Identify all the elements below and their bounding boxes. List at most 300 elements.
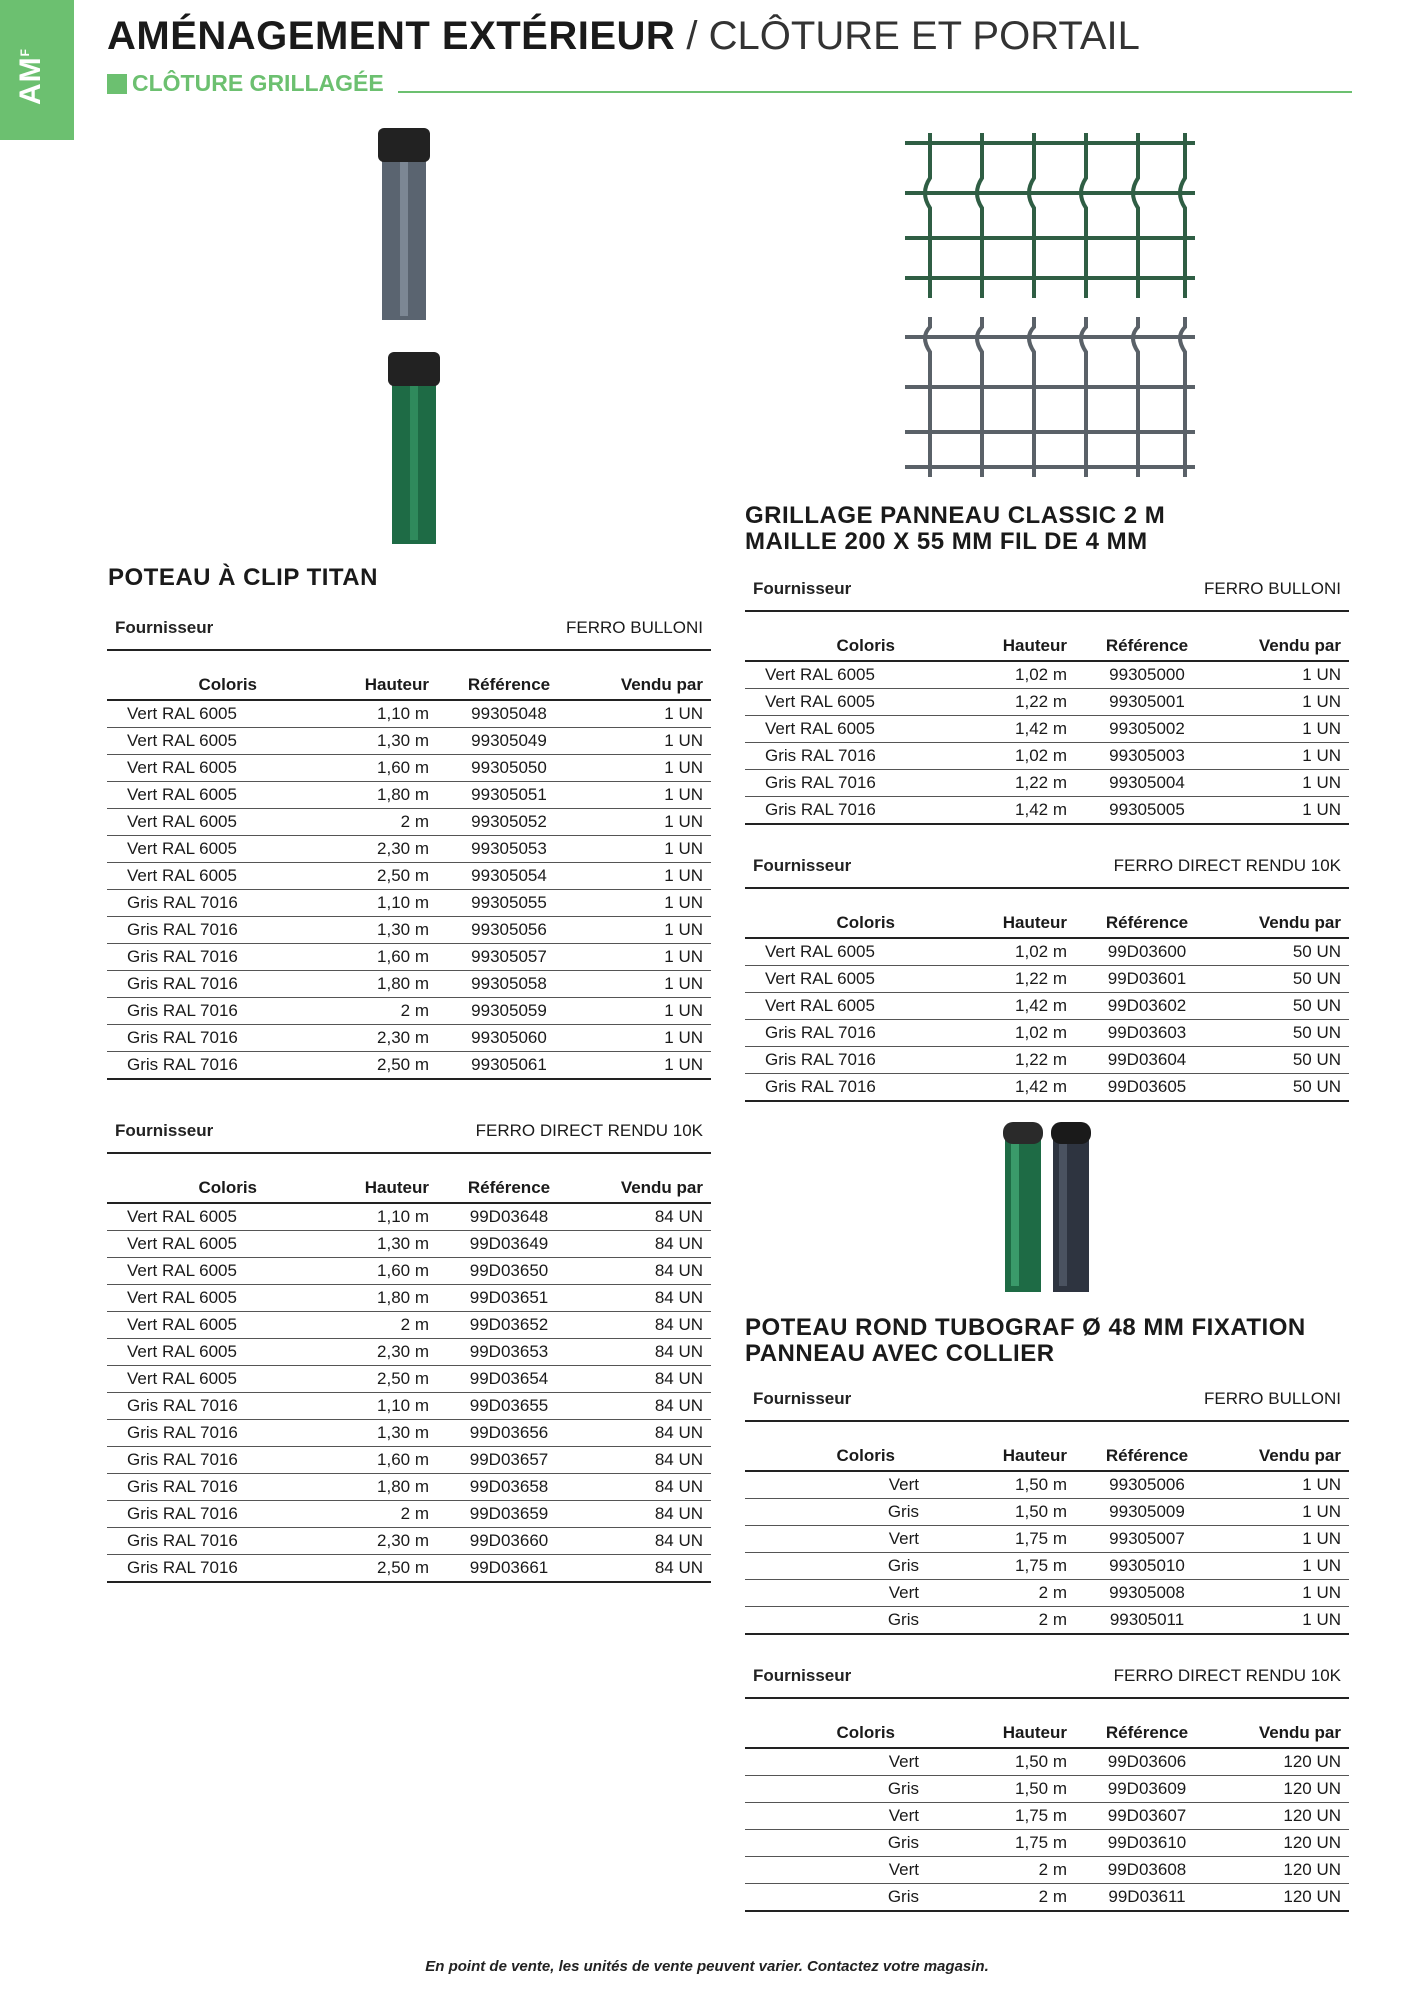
page-subtitle: CLÔTURE GRILLAGÉE: [132, 70, 384, 96]
grillage-table-bulloni: [745, 568, 1349, 825]
cell-vendu: 50 UN: [1227, 1047, 1349, 1074]
cell-vendu: 1 UN: [589, 944, 711, 971]
table-row: [745, 1020, 1349, 1047]
poteau-rond-title-line2: PANNEAU AVEC COLLIER: [745, 1340, 1055, 1367]
cell-vendu: 84 UN: [589, 1285, 711, 1312]
col-hauteur: Hauteur: [927, 1422, 1067, 1471]
col-reference: Référence: [429, 1154, 589, 1203]
cell-coloris: Vert RAL 6005: [107, 755, 289, 782]
cell-coloris: Vert RAL 6005: [745, 938, 927, 966]
poteau-rond-table-bulloni: [745, 1378, 1349, 1635]
cell-hauteur: 1,02 m: [927, 938, 1067, 966]
table-row: [107, 1393, 711, 1420]
cell-reference: 99D03600: [1067, 938, 1227, 966]
cell-vendu: 1 UN: [589, 1052, 711, 1080]
cell-vendu: 84 UN: [589, 1420, 711, 1447]
cell-hauteur: 1,22 m: [927, 689, 1067, 716]
cell-reference: 99D03654: [429, 1366, 589, 1393]
table-row: [107, 728, 711, 755]
table-row: [745, 661, 1349, 689]
table-row: [107, 1420, 711, 1447]
cell-vendu: 120 UN: [1227, 1830, 1349, 1857]
cell-vendu: 84 UN: [589, 1501, 711, 1528]
cell-reference: 99305002: [1067, 716, 1227, 743]
cell-hauteur: 1,22 m: [927, 770, 1067, 797]
cell-vendu: 1 UN: [589, 782, 711, 809]
table-row: [107, 1528, 711, 1555]
cell-coloris: Vert RAL 6005: [107, 700, 289, 728]
cell-hauteur: 1,80 m: [289, 1474, 429, 1501]
product-table: [745, 1699, 1349, 1912]
cell-coloris: Vert: [745, 1857, 927, 1884]
cell-reference: 99305004: [1067, 770, 1227, 797]
table-row: [745, 1884, 1349, 1912]
cell-hauteur: 1,02 m: [927, 743, 1067, 770]
cell-hauteur: 1,80 m: [289, 782, 429, 809]
cell-coloris: Vert RAL 6005: [107, 1203, 289, 1231]
cell-coloris: Vert RAL 6005: [107, 1339, 289, 1366]
table-row: [745, 1857, 1349, 1884]
cell-vendu: 1 UN: [589, 755, 711, 782]
cell-reference: 99D03652: [429, 1312, 589, 1339]
cell-reference: 99305001: [1067, 689, 1227, 716]
cell-vendu: 120 UN: [1227, 1857, 1349, 1884]
cell-vendu: 84 UN: [589, 1393, 711, 1420]
cell-coloris: Gris RAL 7016: [107, 890, 289, 917]
table-row: [107, 1339, 711, 1366]
col-reference: Référence: [1067, 1699, 1227, 1748]
cell-vendu: 50 UN: [1227, 1020, 1349, 1047]
cell-reference: 99D03661: [429, 1555, 589, 1583]
cell-vendu: 120 UN: [1227, 1776, 1349, 1803]
cell-vendu: 50 UN: [1227, 1074, 1349, 1102]
cell-coloris: Gris RAL 7016: [745, 1047, 927, 1074]
supplier-label: Fournisseur: [753, 1389, 852, 1408]
col-coloris: Coloris: [745, 1422, 927, 1471]
cell-vendu: 120 UN: [1227, 1748, 1349, 1776]
table-row: [107, 1447, 711, 1474]
cell-vendu: 84 UN: [589, 1447, 711, 1474]
cell-vendu: 1 UN: [1227, 1553, 1349, 1580]
cell-coloris: Gris RAL 7016: [107, 1052, 289, 1080]
footer-note: En point de vente, les unités de vente peuvent varier. Contactez votre magasin.: [425, 1958, 989, 1975]
cell-reference: 99305007: [1067, 1526, 1227, 1553]
col-coloris: Coloris: [745, 1699, 927, 1748]
cell-coloris: Gris RAL 7016: [745, 1074, 927, 1102]
grey-mesh-panel-image: [900, 312, 1200, 482]
table-row: [745, 1047, 1349, 1074]
cell-reference: 99D03649: [429, 1231, 589, 1258]
cell-coloris: Gris: [745, 1607, 927, 1635]
cell-coloris: Gris: [745, 1553, 927, 1580]
grey-clip-post-image: [370, 126, 440, 326]
table-header-row: [107, 1154, 711, 1203]
cell-coloris: Vert RAL 6005: [107, 1258, 289, 1285]
cell-reference: 99D03655: [429, 1393, 589, 1420]
table-header-row: [745, 1699, 1349, 1748]
cell-reference: 99D03602: [1067, 993, 1227, 1020]
cell-reference: 99D03608: [1067, 1857, 1227, 1884]
cell-coloris: Gris RAL 7016: [107, 1420, 289, 1447]
cell-vendu: 50 UN: [1227, 938, 1349, 966]
table-row: [745, 1607, 1349, 1635]
cell-reference: 99D03601: [1067, 966, 1227, 993]
cell-reference: 99305051: [429, 782, 589, 809]
subtitle-square-icon: [107, 74, 127, 94]
grillage-title: [745, 503, 1165, 555]
cell-reference: 99D03651: [429, 1285, 589, 1312]
col-hauteur: Hauteur: [927, 1699, 1067, 1748]
cell-reference: 99305050: [429, 755, 589, 782]
cell-hauteur: 2 m: [927, 1857, 1067, 1884]
cell-hauteur: 2 m: [289, 809, 429, 836]
page-title: AMÉNAGEMENT EXTÉRIEUR / CLÔTURE ET PORTAIL: [107, 14, 1140, 58]
cell-vendu: 1 UN: [1227, 716, 1349, 743]
cell-coloris: Gris RAL 7016: [107, 917, 289, 944]
cell-coloris: Gris RAL 7016: [107, 1447, 289, 1474]
col-vendu: Vendu par: [589, 651, 711, 700]
cell-coloris: Vert: [745, 1526, 927, 1553]
table-row: [745, 1748, 1349, 1776]
cell-reference: 99D03607: [1067, 1803, 1227, 1830]
supplier-label: Fournisseur: [753, 579, 852, 598]
table-row: [107, 1555, 711, 1583]
grillage-title-line1: GRILLAGE PANNEAU CLASSIC 2 M: [745, 502, 1166, 529]
cell-hauteur: 1,30 m: [289, 917, 429, 944]
cell-vendu: 1 UN: [1227, 661, 1349, 689]
table-header-row: [745, 889, 1349, 938]
table-row: [107, 755, 711, 782]
cell-hauteur: 1,10 m: [289, 1393, 429, 1420]
supplier-name: FERRO DIRECT RENDU 10K: [475, 1121, 703, 1140]
cell-vendu: 84 UN: [589, 1258, 711, 1285]
table-row: [107, 1203, 711, 1231]
cell-coloris: Gris: [745, 1884, 927, 1912]
table-row: [107, 971, 711, 998]
cell-coloris: Gris RAL 7016: [107, 1501, 289, 1528]
table-row: [745, 1499, 1349, 1526]
cell-coloris: Vert RAL 6005: [107, 863, 289, 890]
product-table: [745, 889, 1349, 1102]
supplier-name: FERRO BULLONI: [1204, 579, 1341, 598]
table-row: [745, 1526, 1349, 1553]
cell-hauteur: 1,30 m: [289, 728, 429, 755]
cell-coloris: Gris RAL 7016: [107, 944, 289, 971]
cell-hauteur: 1,42 m: [927, 993, 1067, 1020]
cell-hauteur: 1,80 m: [289, 971, 429, 998]
cell-coloris: Gris: [745, 1776, 927, 1803]
col-vendu: Vendu par: [589, 1154, 711, 1203]
cell-vendu: 84 UN: [589, 1312, 711, 1339]
cell-coloris: Vert RAL 6005: [107, 728, 289, 755]
cell-coloris: Gris RAL 7016: [745, 1020, 927, 1047]
cell-coloris: Vert RAL 6005: [745, 966, 927, 993]
subtitle-divider: [398, 91, 1352, 93]
cell-reference: 99305055: [429, 890, 589, 917]
cell-hauteur: 2,30 m: [289, 836, 429, 863]
grillage-title-line2: MAILLE 200 X 55 MM FIL DE 4 MM: [745, 528, 1148, 555]
table-row: [107, 863, 711, 890]
cell-hauteur: 1,75 m: [927, 1830, 1067, 1857]
table-row: [745, 993, 1349, 1020]
poteau-rond-title: [745, 1315, 1306, 1367]
cell-hauteur: 2 m: [289, 1312, 429, 1339]
supplier-row: [745, 1378, 1349, 1422]
table-row: [107, 944, 711, 971]
round-posts-image: [995, 1120, 1105, 1295]
cell-hauteur: 2 m: [927, 1884, 1067, 1912]
cell-vendu: 1 UN: [1227, 1607, 1349, 1635]
table-row: [745, 716, 1349, 743]
cell-reference: 99305005: [1067, 797, 1227, 825]
cell-hauteur: 1,42 m: [927, 1074, 1067, 1102]
cell-reference: 99305049: [429, 728, 589, 755]
supplier-row: [745, 845, 1349, 889]
cell-coloris: Vert RAL 6005: [107, 809, 289, 836]
table-row: [745, 689, 1349, 716]
cell-hauteur: 1,22 m: [927, 966, 1067, 993]
cell-reference: 99D03658: [429, 1474, 589, 1501]
cell-vendu: 84 UN: [589, 1231, 711, 1258]
cell-reference: 99D03611: [1067, 1884, 1227, 1912]
cell-hauteur: 2,50 m: [289, 1555, 429, 1583]
cell-hauteur: 2 m: [927, 1607, 1067, 1635]
table-row: [745, 797, 1349, 825]
cell-hauteur: 1,02 m: [927, 1020, 1067, 1047]
cell-hauteur: 1,75 m: [927, 1803, 1067, 1830]
cell-vendu: 84 UN: [589, 1203, 711, 1231]
cell-vendu: 50 UN: [1227, 993, 1349, 1020]
cell-vendu: 1 UN: [1227, 1580, 1349, 1607]
cell-reference: 99305010: [1067, 1553, 1227, 1580]
poteau-rond-table-direct: [745, 1655, 1349, 1912]
col-hauteur: Hauteur: [927, 889, 1067, 938]
cell-vendu: 50 UN: [1227, 966, 1349, 993]
cell-reference: 99D03653: [429, 1339, 589, 1366]
table-row: [107, 998, 711, 1025]
cell-hauteur: 1,80 m: [289, 1285, 429, 1312]
col-reference: Référence: [1067, 612, 1227, 661]
table-row: [745, 1074, 1349, 1102]
col-vendu: Vendu par: [1227, 889, 1349, 938]
cell-reference: 99305000: [1067, 661, 1227, 689]
cell-coloris: Gris RAL 7016: [107, 998, 289, 1025]
cell-coloris: Vert RAL 6005: [107, 1231, 289, 1258]
cell-vendu: 1 UN: [589, 998, 711, 1025]
cell-coloris: Gris: [745, 1830, 927, 1857]
col-coloris: Coloris: [107, 1154, 289, 1203]
cell-coloris: Vert RAL 6005: [745, 993, 927, 1020]
cell-vendu: 1 UN: [589, 863, 711, 890]
cell-hauteur: 2,50 m: [289, 1366, 429, 1393]
cell-coloris: Vert RAL 6005: [745, 661, 927, 689]
cell-reference: 99305006: [1067, 1471, 1227, 1499]
table-row: [107, 1258, 711, 1285]
cell-hauteur: 1,50 m: [927, 1776, 1067, 1803]
table-row: [745, 938, 1349, 966]
poteau-rond-title-line1: POTEAU ROND TUBOGRAF Ø 48 MM FIXATION: [745, 1314, 1306, 1341]
cell-hauteur: 1,50 m: [927, 1499, 1067, 1526]
supplier-name: FERRO DIRECT RENDU 10K: [1113, 1666, 1341, 1685]
product-table: [107, 651, 711, 1080]
cell-hauteur: 1,10 m: [289, 1203, 429, 1231]
cell-vendu: 1 UN: [1227, 1499, 1349, 1526]
cell-hauteur: 2,30 m: [289, 1025, 429, 1052]
cell-reference: 99D03610: [1067, 1830, 1227, 1857]
cell-coloris: Gris RAL 7016: [107, 1528, 289, 1555]
cell-reference: 99305058: [429, 971, 589, 998]
cell-vendu: 1 UN: [589, 890, 711, 917]
poteau-clip-title: POTEAU À CLIP TITAN: [108, 564, 378, 591]
supplier-row: [107, 1110, 711, 1154]
table-header-row: [745, 1422, 1349, 1471]
table-row: [745, 1776, 1349, 1803]
product-table: [745, 612, 1349, 825]
product-table: [745, 1422, 1349, 1635]
supplier-row: [745, 568, 1349, 612]
cell-vendu: 84 UN: [589, 1528, 711, 1555]
cell-coloris: Gris RAL 7016: [745, 743, 927, 770]
cell-coloris: Vert RAL 6005: [107, 1312, 289, 1339]
table-row: [107, 1052, 711, 1080]
cell-coloris: Gris RAL 7016: [107, 1025, 289, 1052]
cell-vendu: 1 UN: [1227, 743, 1349, 770]
col-vendu: Vendu par: [1227, 1422, 1349, 1471]
cell-coloris: Gris: [745, 1499, 927, 1526]
cell-hauteur: 1,60 m: [289, 944, 429, 971]
cell-hauteur: 1,60 m: [289, 1447, 429, 1474]
table-row: [107, 782, 711, 809]
table-row: [107, 1025, 711, 1052]
supplier-name: FERRO DIRECT RENDU 10K: [1113, 856, 1341, 875]
cell-hauteur: 2 m: [289, 998, 429, 1025]
cell-reference: 99305060: [429, 1025, 589, 1052]
cell-hauteur: 2,50 m: [289, 1052, 429, 1080]
cell-vendu: 1 UN: [589, 836, 711, 863]
cell-reference: 99305009: [1067, 1499, 1227, 1526]
cell-hauteur: 1,30 m: [289, 1420, 429, 1447]
cell-reference: 99305061: [429, 1052, 589, 1080]
cell-coloris: Gris RAL 7016: [107, 1393, 289, 1420]
supplier-label: Fournisseur: [753, 856, 852, 875]
table-row: [745, 1803, 1349, 1830]
table-row: [745, 770, 1349, 797]
table-row: [107, 700, 711, 728]
cell-vendu: 1 UN: [1227, 1471, 1349, 1499]
cell-vendu: 1 UN: [589, 917, 711, 944]
cell-coloris: Gris RAL 7016: [107, 1474, 289, 1501]
table-row: [745, 1580, 1349, 1607]
cell-reference: 99D03605: [1067, 1074, 1227, 1102]
supplier-label: Fournisseur: [115, 1121, 214, 1140]
cell-vendu: 1 UN: [589, 1025, 711, 1052]
cell-coloris: Vert: [745, 1803, 927, 1830]
cell-reference: 99305057: [429, 944, 589, 971]
cell-vendu: 1 UN: [589, 728, 711, 755]
supplier-label: Fournisseur: [753, 1666, 852, 1685]
cell-vendu: 1 UN: [1227, 770, 1349, 797]
cell-hauteur: 2 m: [289, 1501, 429, 1528]
cell-reference: 99D03656: [429, 1420, 589, 1447]
cell-reference: 99D03657: [429, 1447, 589, 1474]
supplier-name: FERRO BULLONI: [1204, 1389, 1341, 1408]
cell-vendu: 1 UN: [1227, 689, 1349, 716]
cell-reference: 99D03606: [1067, 1748, 1227, 1776]
table-row: [745, 1553, 1349, 1580]
product-table: [107, 1154, 711, 1583]
cell-hauteur: 1,10 m: [289, 890, 429, 917]
supplier-row: [107, 607, 711, 651]
cell-coloris: Vert: [745, 1748, 927, 1776]
cell-hauteur: 2,30 m: [289, 1339, 429, 1366]
col-hauteur: Hauteur: [289, 651, 429, 700]
cell-hauteur: 1,50 m: [927, 1748, 1067, 1776]
cell-coloris: Vert RAL 6005: [745, 689, 927, 716]
table-row: [107, 809, 711, 836]
supplier-name: FERRO BULLONI: [566, 618, 703, 637]
col-hauteur: Hauteur: [289, 1154, 429, 1203]
table-header-row: [107, 651, 711, 700]
green-clip-post-image: [380, 350, 450, 550]
cell-vendu: 84 UN: [589, 1339, 711, 1366]
cell-reference: 99305056: [429, 917, 589, 944]
table-row: [745, 1471, 1349, 1499]
table-row: [107, 1501, 711, 1528]
cell-reference: 99D03648: [429, 1203, 589, 1231]
cell-hauteur: 1,60 m: [289, 1258, 429, 1285]
cell-reference: 99D03660: [429, 1528, 589, 1555]
cell-coloris: Gris RAL 7016: [745, 797, 927, 825]
poteau-clip-table-direct: [107, 1110, 711, 1583]
grillage-table-direct: [745, 845, 1349, 1102]
table-row: [107, 1366, 711, 1393]
cell-hauteur: 1,22 m: [927, 1047, 1067, 1074]
cell-hauteur: 1,60 m: [289, 755, 429, 782]
table-row: [745, 1830, 1349, 1857]
col-coloris: Coloris: [107, 651, 289, 700]
cell-coloris: Gris RAL 7016: [107, 1555, 289, 1583]
table-row: [107, 1231, 711, 1258]
col-hauteur: Hauteur: [927, 612, 1067, 661]
col-coloris: Coloris: [745, 612, 927, 661]
cell-hauteur: 1,30 m: [289, 1231, 429, 1258]
cell-reference: 99305052: [429, 809, 589, 836]
cell-coloris: Vert RAL 6005: [107, 1366, 289, 1393]
cell-reference: 99305059: [429, 998, 589, 1025]
cell-coloris: Vert RAL 6005: [107, 782, 289, 809]
cell-hauteur: 1,42 m: [927, 797, 1067, 825]
section-tab: [0, 0, 74, 140]
cell-coloris: Vert RAL 6005: [107, 1285, 289, 1312]
table-row: [107, 890, 711, 917]
cell-reference: 99305054: [429, 863, 589, 890]
cell-vendu: 1 UN: [589, 700, 711, 728]
cell-reference: 99D03659: [429, 1501, 589, 1528]
green-mesh-panel-image: [900, 128, 1200, 303]
cell-reference: 99305008: [1067, 1580, 1227, 1607]
table-row: [107, 1285, 711, 1312]
cell-hauteur: 1,10 m: [289, 700, 429, 728]
table-row: [107, 836, 711, 863]
table-row: [745, 743, 1349, 770]
col-vendu: Vendu par: [1227, 1699, 1349, 1748]
table-row: [107, 1312, 711, 1339]
cell-hauteur: 1,02 m: [927, 661, 1067, 689]
cell-coloris: Vert RAL 6005: [107, 836, 289, 863]
cell-hauteur: 1,42 m: [927, 716, 1067, 743]
cell-reference: 99305048: [429, 700, 589, 728]
cell-reference: 99305053: [429, 836, 589, 863]
